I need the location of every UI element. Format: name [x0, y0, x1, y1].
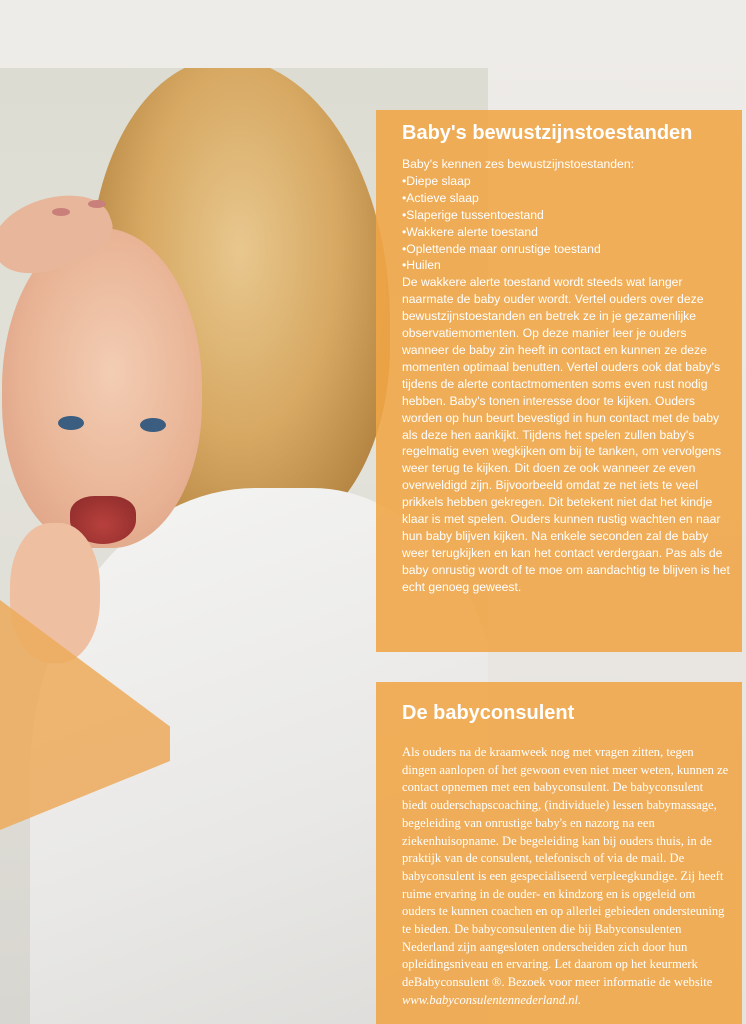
baby-eye-right [140, 418, 166, 432]
box2-body-text: Als ouders na de kraamweek nog met vragen zitten, tegen dingen aanlopen of het gewoon even niet meer weten, kunnen ze contact opnemen met een babyconsulent. De babyconsulent biedt ouderschapscoaching, (individuele) lessen babymassage, begeleiding van onrustige baby's en nazorg na een ziekenhuisopname. De begeleiding kan bij ouders thuis, in de praktijk van de consulent, telefonisch of via de mail. De babyconsulent is een gespecialiseerd verpleegkundige. Zij heeft ruime ervaring in de ouder- en kindzorg en is opgeleid om ouders te kunnen coachen en op allerlei gebieden ondersteuning te bieden. De babyconsulenten die bij Babyconsulenten Nederland zijn aangesloten onderscheiden zich door hun opleidingsniveau en ervaring. Let daarom op het keurmerk deBabyconsulent ®. Bezoek voor meer informatie de website [402, 745, 729, 990]
list-item: • Actieve slaap [402, 190, 732, 207]
website-link[interactable]: www.babyconsulentennederland.nl. [402, 992, 582, 1007]
states-list [402, 173, 732, 274]
list-item: • Oplettende maar onrustige toestand [402, 241, 732, 258]
box2-title: De babyconsulent [402, 702, 575, 724]
baby-eye-left [58, 416, 84, 430]
list-item: • Wakkere alerte toestand [402, 224, 732, 241]
consciousness-states-box [376, 110, 742, 652]
box1-title: Baby's bewustzijnstoestanden [402, 122, 693, 144]
babyconsulent-box [376, 682, 742, 1024]
box2-body [402, 744, 730, 1010]
box1-intro: Baby's kennen zes bewustzijnstoestanden: [402, 157, 635, 171]
fingernail [88, 200, 106, 208]
list-item: • Huilen [402, 257, 732, 274]
box1-body: De wakkere alerte toestand wordt steeds wat langer naarmate de baby ouder wordt. Vertel ouders over deze bewustzijnstoestanden en betrek ze in je gezamenlijke observatiemomenten. Op deze manier leer je ouders wanneer de baby zin heeft in contact en kunnen ze deze momenten optimaal benutten. Vertel ouders ook dat baby's tijdens de alerte contactmomenten soms even rust nodig hebben. Baby's tonen interesse door te kijken. Ouders worden op hun beurt bevestigd in hun contact met de baby als deze hen aankijkt. Tijdens het spelen zullen baby's regelmatig even wegkijken om bij te tanken, om vervolgens weer terug te kijken. Dit doen ze ook wanneer ze even overweldigd zijn. Bijvoorbeeld omdat ze net iets te veel prikkels hebben gekregen. Dit betekent niet dat het kindje klaar is met spelen. Ouders kunnen rustig wachten en naar hun baby blijven kijken. Na enkele seconden zal de baby weer terugkijken en kan het contact verdergaan. Pas als de baby onrustig wordt of te moe om aandachtig te blijven is het echt genoeg geweest. [402, 275, 730, 594]
list-item: • Diepe slaap [402, 173, 732, 190]
fingernail [52, 208, 70, 216]
list-item: • Slaperige tussentoestand [402, 207, 732, 224]
